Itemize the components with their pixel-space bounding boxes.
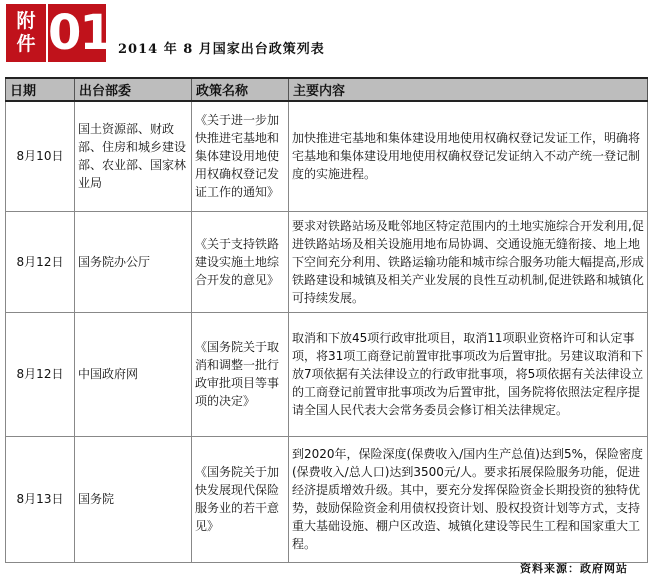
cell-dept: 国土资源部、财政部、住房和城乡建设部、农业部、国家林业局	[75, 101, 192, 211]
col-header-content: 主要内容	[289, 78, 648, 101]
table-row	[6, 211, 648, 312]
cell-content: 要求对铁路站场及毗邻地区特定范围内的土地实施综合开发利用,促进铁路站场及相关设施用地布局协调、交通设施无缝衔接、地上地下空间充分利用、铁路运输功能和城市综合服务功能大幅提高,形成铁路建设和城镇及相关产业发展的良性互动机制,促进铁路和城镇化可持续发展。	[289, 211, 648, 312]
cell-policy-name: 《国务院关于加快发展现代保险服务业的若干意见》	[192, 436, 289, 562]
cell-dept: 中国政府网	[75, 312, 192, 436]
policy-table	[5, 77, 648, 563]
badge-char-1: 附	[16, 10, 36, 32]
cell-policy-name: 《国务院关于取消和调整一批行政审批项目等事项的决定》	[192, 312, 289, 436]
attachment-badge-number: 01	[48, 5, 111, 61]
cell-content: 取消和下放45项行政审批项目，取消11项职业资格许可和认定事项，将31项工商登记前置审批事项改为后置审批。另建议取消和下放7项依据有关法律设立的行政审批事项，将5项依据有关法律设立的工商登记前置审批事项改为后置审批，国务院将依照法定程序提请全国人民代表大会常务委员会修订相关法律规定。	[289, 312, 648, 436]
table-row	[6, 101, 648, 211]
cell-policy-name: 《关于支持铁路建设实施土地综合开发的意见》	[192, 211, 289, 312]
cell-date: 8月12日	[6, 211, 75, 312]
col-header-name: 政策名称	[192, 78, 289, 101]
source-note: 资料来源：政府网站	[520, 562, 628, 575]
cell-dept: 国务院办公厅	[75, 211, 192, 312]
cell-dept: 国务院	[75, 436, 192, 562]
page-header	[6, 4, 646, 62]
table-row	[6, 436, 648, 562]
cell-date: 8月13日	[6, 436, 75, 562]
cell-content: 到2020年，保险深度(保费收入/国内生产总值)达到5%，保险密度(保费收入/总人口)达到3500元/人。要求拓展保险服务功能，促进经济提质增效升级。其中，要充分发挥保险资金长期投资的独特优势，鼓励保险资金利用债权投资计划、股权投资计划等方式，支持重大基础设施、棚户区改造、城镇化建设等民生工程和国家重大工程。	[289, 436, 648, 562]
table-header-row	[6, 78, 648, 101]
table-row	[6, 312, 648, 436]
cell-policy-name: 《关于进一步加快推进宅基地和集体建设用地使用权确权登记发证工作的通知》	[192, 101, 289, 211]
badge-char-2: 件	[16, 33, 36, 55]
col-header-dept: 出台部委	[75, 78, 192, 101]
cell-date: 8月12日	[6, 312, 75, 436]
cell-content: 加快推进宅基地和集体建设用地使用权确权登记发证工作，明确将宅基地和集体建设用地使用权确权登记发证纳入不动产统一登记制度的实施进程。	[289, 101, 648, 211]
document-title: 2014 年 8 月国家出台政策列表	[118, 42, 325, 57]
cell-date: 8月10日	[6, 101, 75, 211]
col-header-date: 日期	[6, 78, 75, 101]
attachment-badge-label	[6, 4, 46, 62]
